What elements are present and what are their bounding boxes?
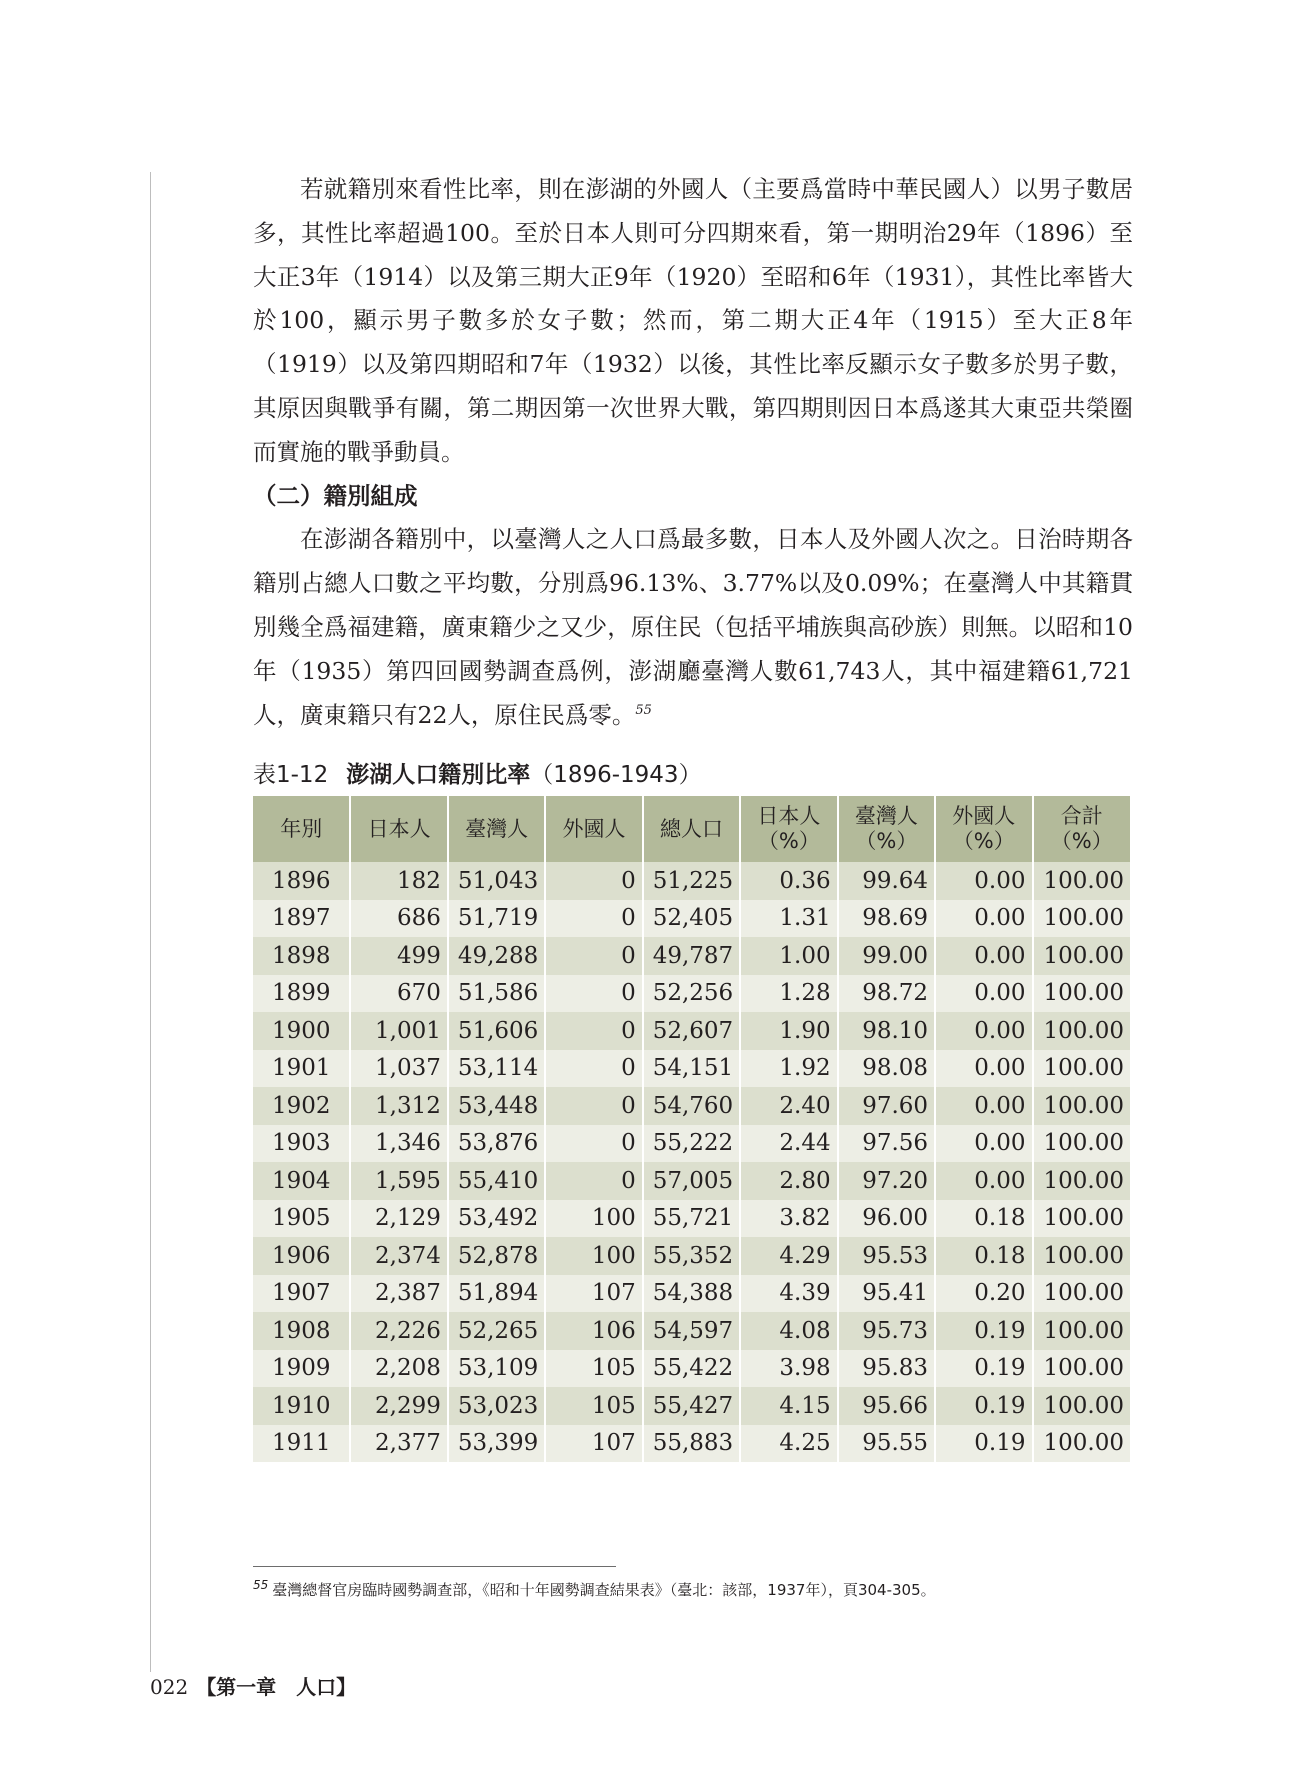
value-cell: 54,760 [643,1087,740,1125]
value-cell: 100.00 [1033,1387,1131,1425]
table-row [253,1237,1130,1275]
value-cell: 100.00 [1033,1425,1131,1463]
value-cell: 96.00 [838,1200,935,1238]
value-cell: 4.29 [740,1237,837,1275]
year-cell: 1907 [253,1275,350,1313]
year-cell: 1906 [253,1237,350,1275]
value-cell: 1.00 [740,937,837,975]
table-row [253,1200,1130,1238]
value-cell: 97.56 [838,1125,935,1163]
value-cell: 0.00 [935,975,1032,1013]
value-cell: 1.92 [740,1050,837,1088]
value-cell: 53,114 [448,1050,545,1088]
value-cell: 0 [545,1012,642,1050]
table-row [253,1425,1130,1463]
column-header-line: 合計 [1060,804,1103,828]
value-cell: 0 [545,1087,642,1125]
chapter-label: 【第一章 人口】 [196,1675,357,1699]
value-cell: 95.66 [838,1387,935,1425]
value-cell: 100 [545,1237,642,1275]
value-cell: 1,346 [350,1125,447,1163]
column-header [253,796,350,862]
section-heading: （二）籍別組成 [253,481,418,510]
value-cell: 3.98 [740,1350,837,1388]
value-cell: 98.08 [838,1050,935,1088]
value-cell: 1,595 [350,1162,447,1200]
column-header [740,796,837,862]
value-cell: 49,288 [448,937,545,975]
column-header [545,796,642,862]
value-cell: 51,606 [448,1012,545,1050]
value-cell: 686 [350,900,447,938]
value-cell: 0.00 [935,862,1032,900]
column-header-line: 外國人 [562,816,626,841]
footnote [253,1578,936,1600]
page-number: 022 [150,1675,189,1699]
table-row [253,1275,1130,1313]
value-cell: 0 [545,937,642,975]
column-header-line: （%） [757,829,820,853]
value-cell: 57,005 [643,1162,740,1200]
value-cell: 2,299 [350,1387,447,1425]
value-cell: 54,597 [643,1312,740,1350]
population-table [253,796,1130,1462]
paragraph-composition-text: 在澎湖各籍別中，以臺灣人之人口爲最多數，日本人及外國人次之。日治時期各籍別占總人口數之平均數，分別爲96.13%、3.77%以及0.09%；在臺灣人中其籍貫別幾全爲福建籍，廣東籍少之又少，原住民（包括平埔族與高砂族）則無。以昭和10年（1935）第四回國勢調查爲例，澎湖廳臺灣人數61,743人，其中福建籍61,721人，廣東籍只有22人，原住民爲零。 [253,525,1133,729]
footnote-text: 臺灣總督官房臨時國勢調查部，《昭和十年國勢調查結果表》（臺北：該部，1937年），頁304-305。 [272,1581,936,1599]
value-cell: 100.00 [1033,862,1131,900]
value-cell: 0 [545,1050,642,1088]
value-cell: 4.39 [740,1275,837,1313]
value-cell: 100.00 [1033,975,1131,1013]
value-cell: 49,787 [643,937,740,975]
year-cell: 1909 [253,1350,350,1388]
page-folio [150,1671,356,1700]
value-cell: 53,448 [448,1087,545,1125]
paragraph-sex-ratio: 若就籍別來看性比率，則在澎湖的外國人（主要爲當時中華民國人）以男子數居多，其性比率超過100。至於日本人則可分四期來看，第一期明治29年（1896）至大正3年（1914）以及第三期大正9年（1920）至昭和6年（1931），其性比率皆大於100，顯示男子數多於女子數；然而，第二期大正4年（1915）至大正8年（1919）以及第四期昭和7年（1932）以後，其性比率反顯示女子數多於男子數，其原因與戰爭有關，第二期因第一次世界大戰，第四期則因日本爲遂其大東亞共榮圈而實施的戰爭動員。 [253,175,1133,466]
column-header [838,796,935,862]
column-header [643,796,740,862]
value-cell: 55,427 [643,1387,740,1425]
year-cell: 1908 [253,1312,350,1350]
margin-rule [150,172,151,1672]
footnote-number: 55 [253,1578,269,1592]
column-header-line: 日本人 [757,804,821,828]
year-cell: 1899 [253,975,350,1013]
table-row [253,862,1130,900]
value-cell: 98.72 [838,975,935,1013]
column-header [935,796,1032,862]
table-row [253,975,1130,1013]
footnote-reference[interactable]: 55 [635,702,652,718]
column-header-line: （%） [952,829,1015,853]
value-cell: 1,312 [350,1087,447,1125]
column-header-line: 總人口 [659,816,723,841]
value-cell: 0.00 [935,1087,1032,1125]
table-row [253,1087,1130,1125]
value-cell: 0.00 [935,1125,1032,1163]
column-header-line: （%） [855,829,918,853]
value-cell: 55,352 [643,1237,740,1275]
year-cell: 1911 [253,1425,350,1463]
value-cell: 2,387 [350,1275,447,1313]
value-cell: 98.69 [838,900,935,938]
value-cell: 0.00 [935,937,1032,975]
value-cell: 107 [545,1275,642,1313]
value-cell: 100.00 [1033,1162,1131,1200]
value-cell: 99.00 [838,937,935,975]
value-cell: 100.00 [1033,1350,1131,1388]
column-header [1033,796,1131,862]
value-cell: 52,878 [448,1237,545,1275]
table-row [253,1387,1130,1425]
value-cell: 2.40 [740,1087,837,1125]
value-cell: 0.00 [935,900,1032,938]
value-cell: 100 [545,1200,642,1238]
column-header-line: （%） [1050,829,1113,853]
value-cell: 55,222 [643,1125,740,1163]
value-cell: 100.00 [1033,1087,1131,1125]
table-row [253,900,1130,938]
value-cell: 51,586 [448,975,545,1013]
value-cell: 0.00 [935,1050,1032,1088]
value-cell: 0.19 [935,1387,1032,1425]
year-cell: 1897 [253,900,350,938]
value-cell: 2,226 [350,1312,447,1350]
table-row [253,937,1130,975]
body-text [253,168,1133,737]
year-cell: 1901 [253,1050,350,1088]
value-cell: 0.18 [935,1200,1032,1238]
table-row [253,1012,1130,1050]
value-cell: 51,043 [448,862,545,900]
value-cell: 1.31 [740,900,837,938]
paragraph-composition [253,518,1133,737]
value-cell: 53,876 [448,1125,545,1163]
value-cell: 670 [350,975,447,1013]
value-cell: 52,265 [448,1312,545,1350]
value-cell: 106 [545,1312,642,1350]
column-header [350,796,447,862]
value-cell: 2,374 [350,1237,447,1275]
column-header-line: 日本人 [367,816,431,841]
value-cell: 53,023 [448,1387,545,1425]
year-cell: 1896 [253,862,350,900]
value-cell: 4.15 [740,1387,837,1425]
value-cell: 0 [545,1125,642,1163]
value-cell: 55,721 [643,1200,740,1238]
value-cell: 95.41 [838,1275,935,1313]
value-cell: 1,037 [350,1050,447,1088]
value-cell: 107 [545,1425,642,1463]
value-cell: 100.00 [1033,1125,1131,1163]
value-cell: 0.19 [935,1312,1032,1350]
value-cell: 98.10 [838,1012,935,1050]
value-cell: 1.90 [740,1012,837,1050]
value-cell: 0 [545,900,642,938]
value-cell: 97.60 [838,1087,935,1125]
value-cell: 100.00 [1033,1200,1131,1238]
value-cell: 95.53 [838,1237,935,1275]
year-cell: 1898 [253,937,350,975]
value-cell: 2.44 [740,1125,837,1163]
table-row [253,1162,1130,1200]
value-cell: 4.25 [740,1425,837,1463]
table-year-range: （1896-1943） [530,762,702,788]
value-cell: 0 [545,975,642,1013]
value-cell: 99.64 [838,862,935,900]
value-cell: 97.20 [838,1162,935,1200]
value-cell: 53,109 [448,1350,545,1388]
table-row [253,1312,1130,1350]
value-cell: 2,208 [350,1350,447,1388]
year-cell: 1903 [253,1125,350,1163]
value-cell: 3.82 [740,1200,837,1238]
value-cell: 52,256 [643,975,740,1013]
value-cell: 182 [350,862,447,900]
value-cell: 100.00 [1033,937,1131,975]
year-cell: 1905 [253,1200,350,1238]
footnote-rule [253,1566,616,1567]
value-cell: 100.00 [1033,1275,1131,1313]
table-number: 表1-12 [253,762,329,788]
column-header-line: 臺灣人 [854,804,918,828]
value-cell: 100.00 [1033,900,1131,938]
value-cell: 95.73 [838,1312,935,1350]
value-cell: 0.00 [935,1012,1032,1050]
value-cell: 95.83 [838,1350,935,1388]
value-cell: 54,388 [643,1275,740,1313]
value-cell: 55,410 [448,1162,545,1200]
value-cell: 499 [350,937,447,975]
column-header-line: 臺灣人 [465,816,529,841]
value-cell: 54,151 [643,1050,740,1088]
table-row [253,1350,1130,1388]
table-title: 澎湖人口籍別比率 [346,762,531,788]
value-cell: 0 [545,1162,642,1200]
value-cell: 105 [545,1387,642,1425]
value-cell: 0.36 [740,862,837,900]
table-row [253,1125,1130,1163]
value-cell: 53,399 [448,1425,545,1463]
column-header [448,796,545,862]
value-cell: 100.00 [1033,1012,1131,1050]
column-header-line: 年別 [280,816,323,841]
value-cell: 55,422 [643,1350,740,1388]
value-cell: 105 [545,1350,642,1388]
value-cell: 52,405 [643,900,740,938]
value-cell: 1.28 [740,975,837,1013]
value-cell: 51,225 [643,862,740,900]
table-caption [253,756,702,789]
value-cell: 0.18 [935,1237,1032,1275]
value-cell: 51,894 [448,1275,545,1313]
value-cell: 0.19 [935,1425,1032,1463]
value-cell: 52,607 [643,1012,740,1050]
value-cell: 51,719 [448,900,545,938]
value-cell: 53,492 [448,1200,545,1238]
year-cell: 1904 [253,1162,350,1200]
value-cell: 0.00 [935,1162,1032,1200]
value-cell: 95.55 [838,1425,935,1463]
value-cell: 2,129 [350,1200,447,1238]
table-body [253,862,1130,1462]
value-cell: 55,883 [643,1425,740,1463]
table-header-row [253,796,1130,862]
table-row [253,1050,1130,1088]
value-cell: 100.00 [1033,1237,1131,1275]
year-cell: 1902 [253,1087,350,1125]
value-cell: 0 [545,862,642,900]
column-header-line: 外國人 [952,804,1016,828]
value-cell: 100.00 [1033,1050,1131,1088]
value-cell: 0.20 [935,1275,1032,1313]
value-cell: 100.00 [1033,1312,1131,1350]
value-cell: 4.08 [740,1312,837,1350]
value-cell: 0.19 [935,1350,1032,1388]
value-cell: 2.80 [740,1162,837,1200]
year-cell: 1910 [253,1387,350,1425]
table-header [253,796,1130,862]
value-cell: 2,377 [350,1425,447,1463]
value-cell: 1,001 [350,1012,447,1050]
year-cell: 1900 [253,1012,350,1050]
